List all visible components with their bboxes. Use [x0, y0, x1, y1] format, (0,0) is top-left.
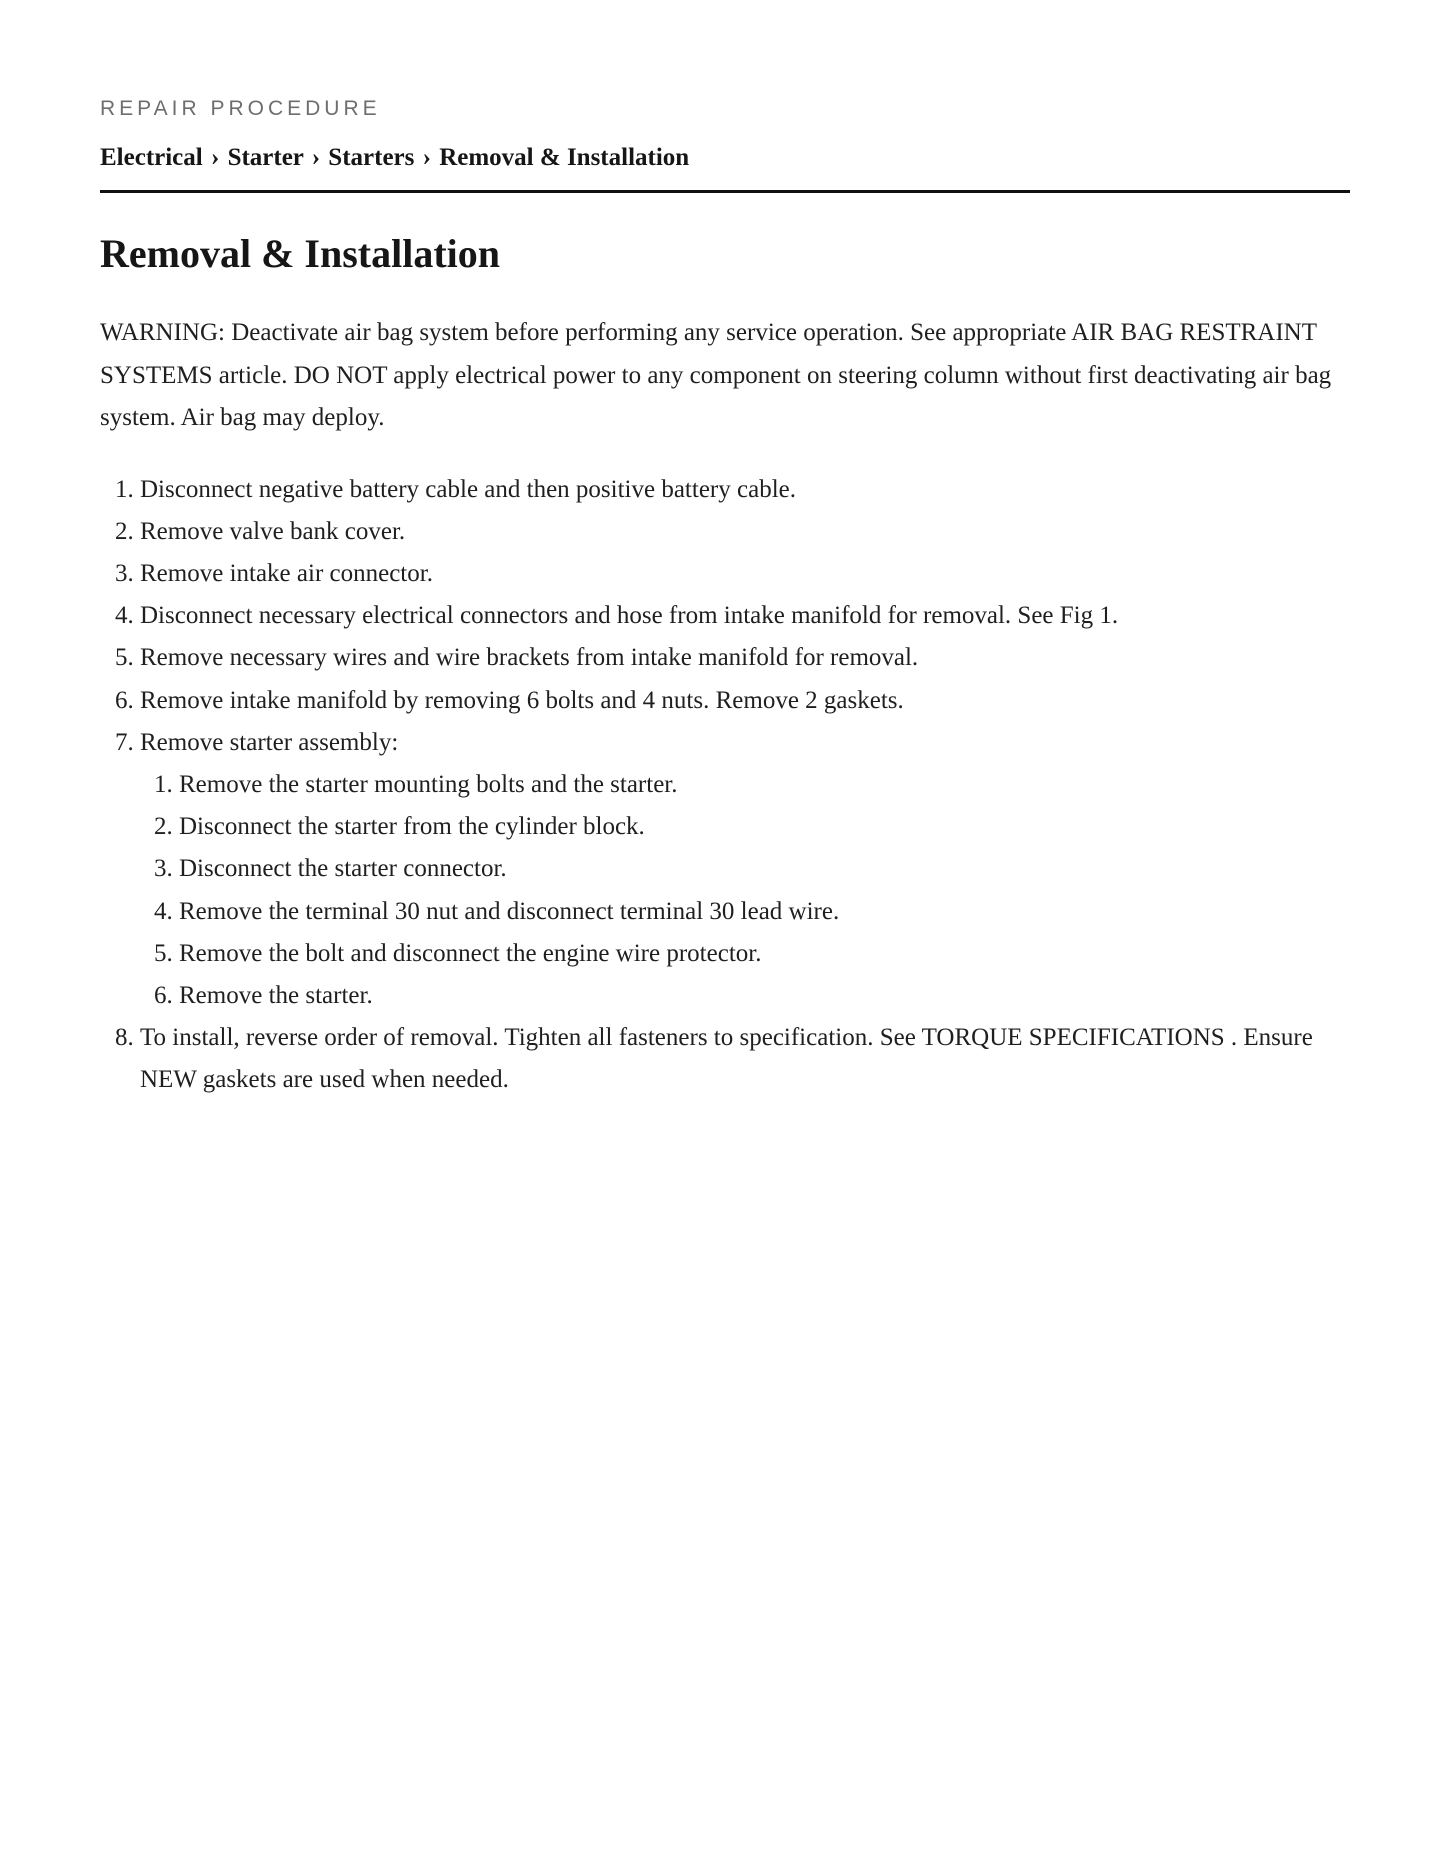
substep-item: 3. Disconnect the starter connector.: [179, 848, 1350, 890]
substep-item: 1. Remove the starter mounting bolts and the starter.: [179, 764, 1350, 806]
step-item: [140, 680, 1350, 722]
step-text: Remove necessary wires and wire brackets from intake manifold for removal.: [140, 644, 919, 672]
step-text: Remove starter assembly:: [140, 728, 399, 756]
step-text: Remove intake air connector.: [140, 559, 433, 587]
step-text: Disconnect necessary electrical connectors and hose from intake manifold for removal. See Fig 1.: [140, 602, 1119, 630]
step-item: [140, 722, 1350, 1017]
breadcrumb-separator: ›: [422, 144, 431, 171]
step-item: [140, 553, 1350, 595]
section-kicker: REPAIR PROCEDURE: [100, 97, 381, 120]
breadcrumb-item-starter[interactable]: Starter: [227, 144, 304, 171]
breadcrumb-item-current: Removal & Installation: [439, 144, 690, 171]
breadcrumb-item-starters[interactable]: Starters: [328, 144, 415, 171]
breadcrumb: [100, 142, 1350, 193]
step-item: [140, 637, 1350, 679]
step-text: Remove valve bank cover.: [140, 517, 406, 545]
substep-item: 5. Remove the bolt and disconnect the engine wire protector.: [179, 933, 1350, 975]
substep-item: 6. Remove the starter.: [179, 975, 1350, 1017]
step-text: To install, reverse order of removal. Tighten all fasteners to specification. See TORQUE SPECIFICATIONS . Ensure NEW gaskets are used when needed.: [140, 1024, 1313, 1094]
step-text: Remove intake manifold by removing 6 bolts and 4 nuts. Remove 2 gaskets.: [140, 686, 904, 714]
step-item: [140, 595, 1350, 637]
substep-item: 4. Remove the terminal 30 nut and disconnect terminal 30 lead wire.: [179, 891, 1350, 933]
procedure-steps: [100, 469, 1350, 1102]
breadcrumb-item-electrical[interactable]: Electrical: [100, 144, 203, 171]
substep-item: 2. Disconnect the starter from the cylinder block.: [179, 806, 1350, 848]
page-title: Removal & Installation: [100, 231, 500, 276]
breadcrumb-separator: ›: [311, 144, 321, 171]
step-item: [140, 1017, 1350, 1101]
step-item: [140, 511, 1350, 553]
warning-paragraph: WARNING: Deactivate air bag system before performing any service operation. See appropriate AIR BAG RESTRAINT SYSTEMS article. DO NOT apply electrical power to any component on steering column without first deactivating air bag system. Air bag may deploy.: [100, 319, 1332, 431]
step-text: Disconnect negative battery cable and then positive battery cable.: [140, 475, 796, 503]
substeps-list: [140, 764, 1350, 1017]
step-item: [140, 469, 1350, 511]
breadcrumb-separator: ›: [210, 144, 220, 171]
